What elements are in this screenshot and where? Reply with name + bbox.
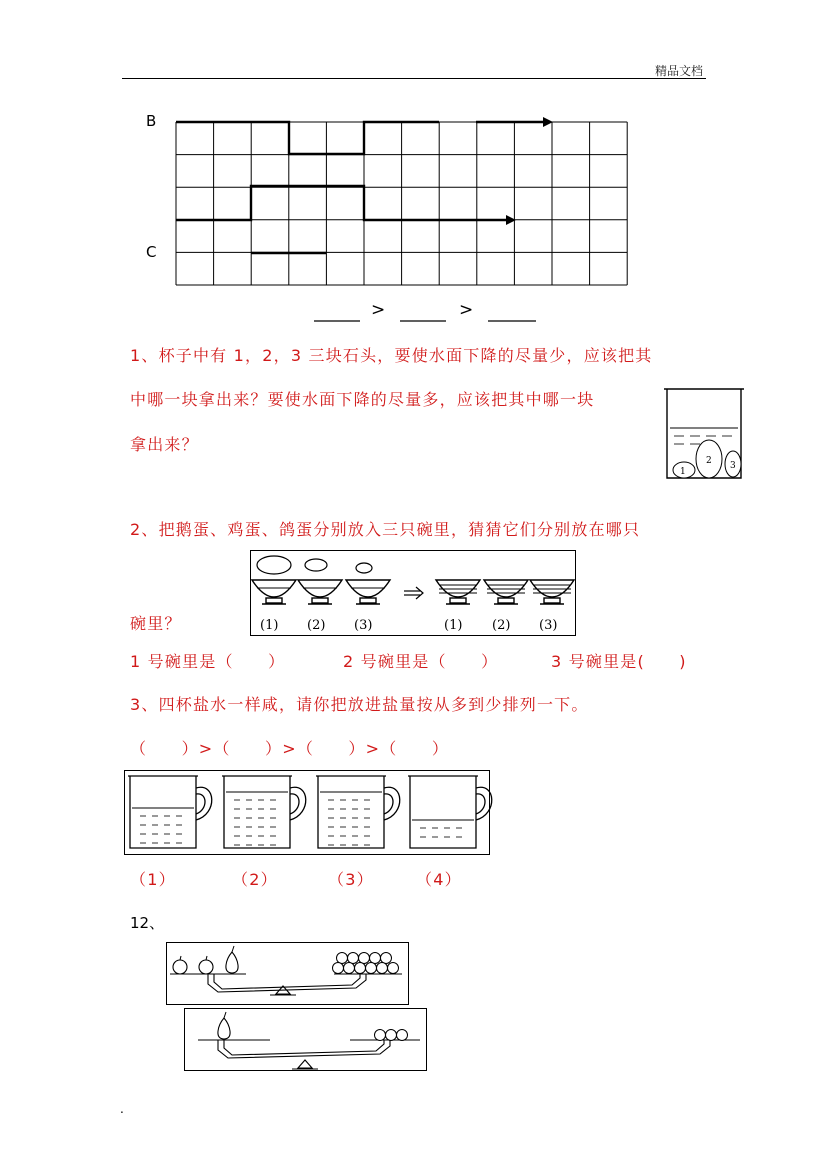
cup-label-3: （3）	[328, 870, 374, 889]
balance-scale-2-illustration	[184, 1008, 428, 1072]
grid-label-c: C	[146, 243, 157, 261]
bowl-label-right-2: (2)	[492, 618, 511, 633]
bowl-label-left-3: (3)	[354, 618, 373, 633]
q12-label: 12、	[130, 914, 165, 932]
grid-label-b: B	[146, 112, 157, 130]
balance-scale-1-illustration	[166, 942, 410, 1006]
gt-sign-1: >	[371, 300, 386, 320]
footer-dot: .	[120, 1102, 124, 1116]
cup-label-1: （1）	[130, 870, 176, 889]
bowl-label-right-3: (3)	[539, 618, 558, 633]
beaker-with-stones-illustration	[664, 386, 746, 486]
cup-label-2: （2）	[232, 870, 278, 889]
path-grid-figure	[0, 0, 830, 330]
eggs-and-bowls-illustration	[250, 550, 576, 636]
bowl-label-right-1: (1)	[444, 618, 463, 633]
q1-line2: 中哪一块拿出来？要使水面下降的尽量多，应该把其中哪一块	[130, 390, 595, 409]
q3-order-blanks: （ ）>（ ）>（ ）>（ ）	[130, 739, 450, 758]
cup-label-4: （4）	[416, 870, 462, 889]
q1-line3: 拿出来？	[130, 435, 199, 454]
gt-sign-2: >	[459, 300, 474, 320]
q2-answer-3: 3 号碗里是( )	[551, 652, 687, 671]
q2-answer-2: 2 号碗里是（ ）	[343, 652, 499, 671]
stone-label-1: 1	[680, 467, 686, 477]
bowl-label-left-2: (2)	[307, 618, 326, 633]
q1-line1: 1、杯子中有 1，2，3 三块石头，要使水面下降的尽量少，应该把其	[130, 346, 653, 365]
header-text: 精品文档	[655, 64, 704, 78]
stone-label-3: 3	[730, 461, 736, 471]
q2-line2: 碗里？	[130, 614, 182, 633]
salt-water-cups-illustration	[124, 770, 492, 856]
stone-label-2: 2	[706, 456, 712, 466]
q3-line1: 3、四杯盐水一样咸，请你把放进盐量按从多到少排列一下。	[130, 695, 589, 714]
q2-answer-1: 1 号碗里是（ ）	[130, 652, 286, 671]
bowl-label-left-1: (1)	[260, 618, 279, 633]
q2-line1: 2、把鹅蛋、鸡蛋、鸽蛋分别放入三只碗里，猜猜它们分别放在哪只	[130, 520, 641, 539]
